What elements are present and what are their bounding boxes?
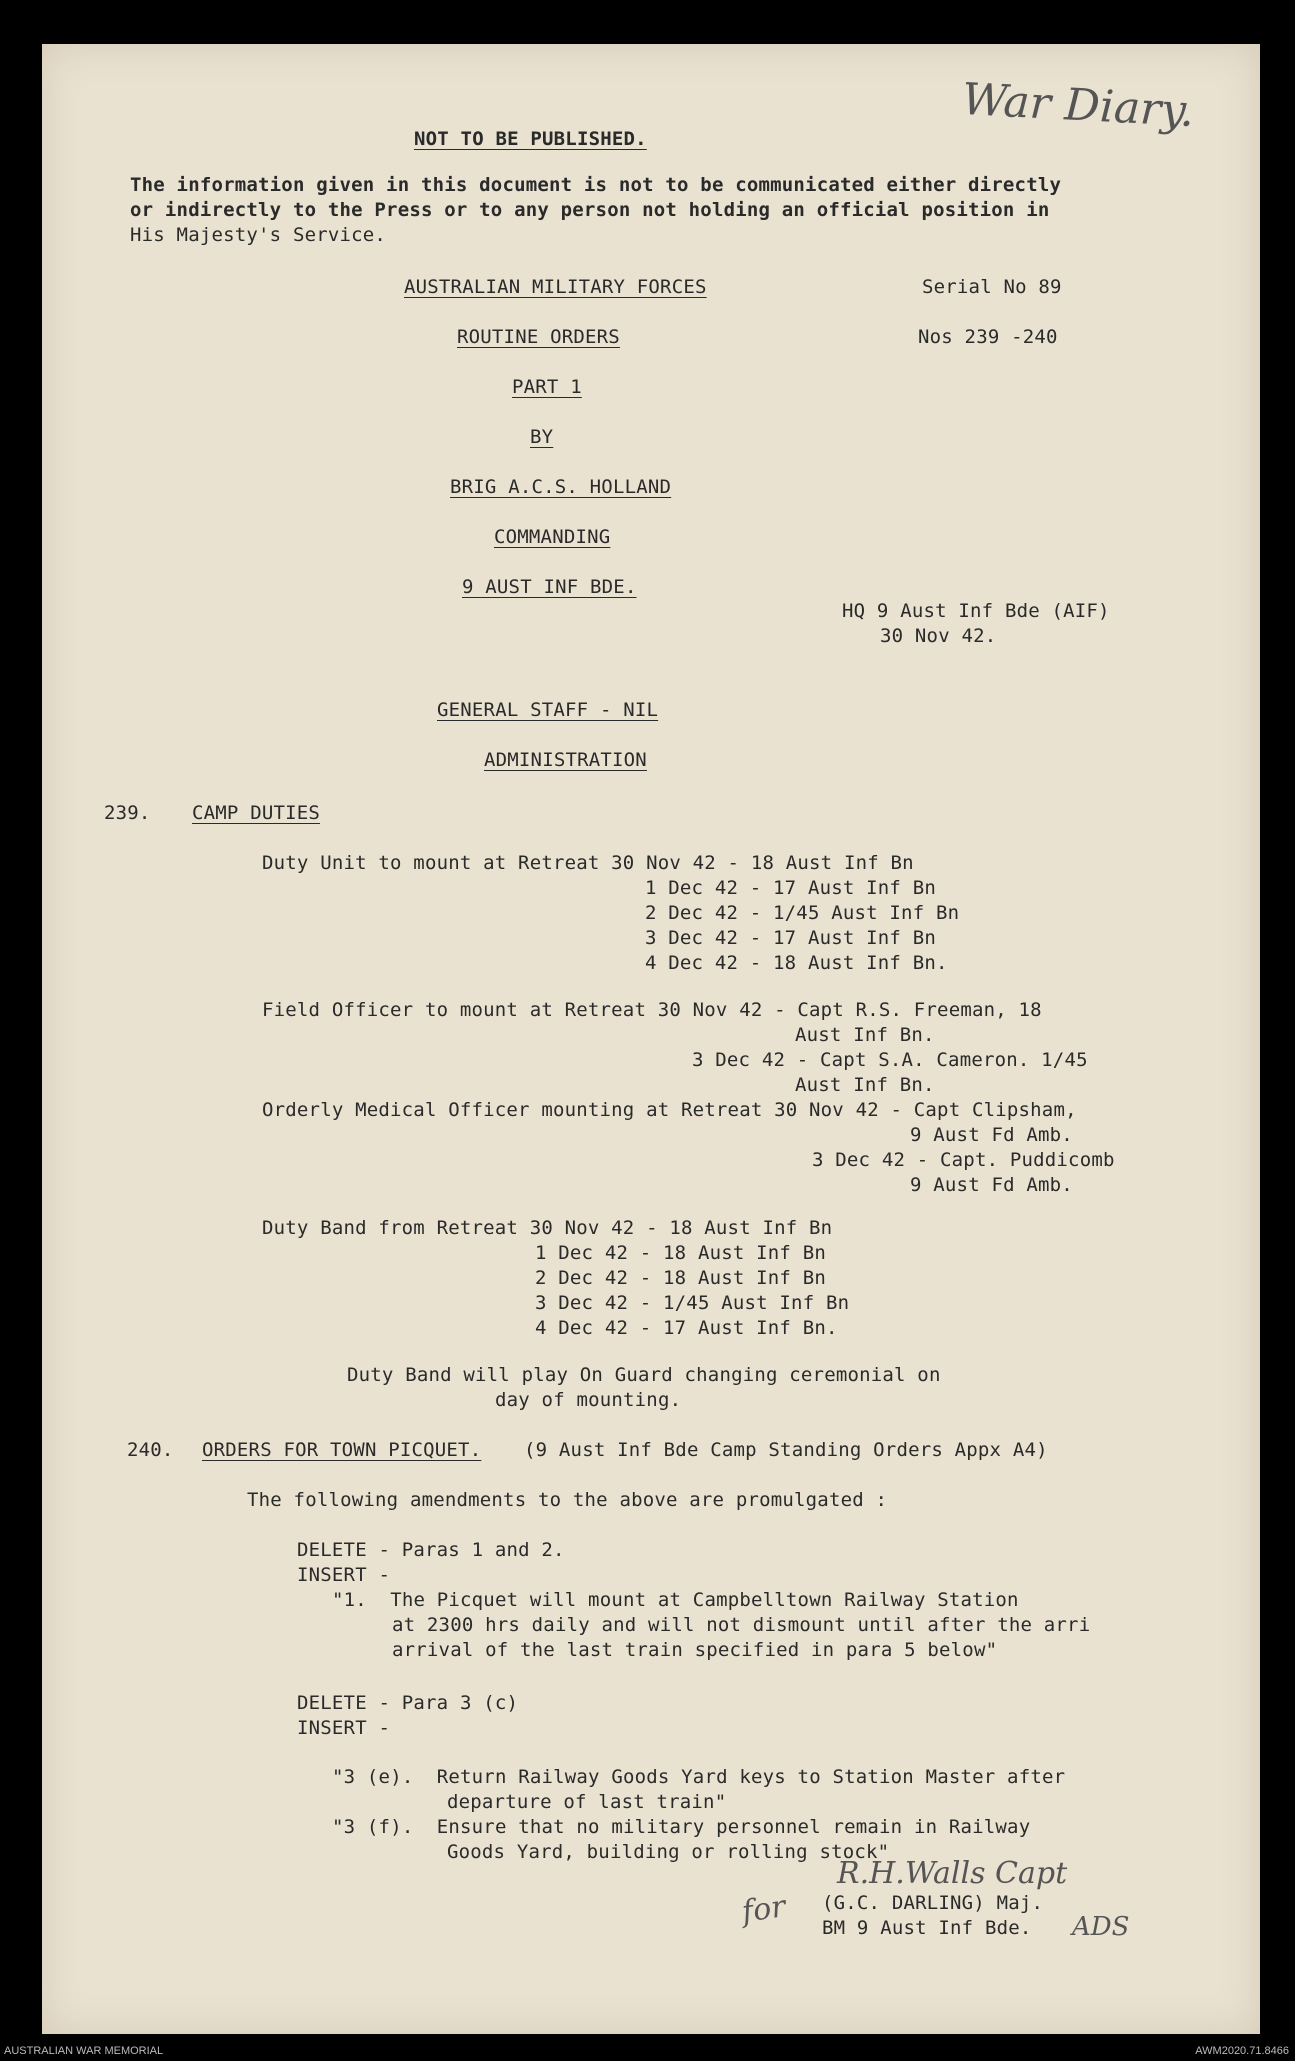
duty-unit-line: 4 Dec 42 - 18 Aust Inf Bn.: [645, 952, 948, 974]
medical-officer-line: 9 Aust Fd Amb.: [910, 1124, 1073, 1146]
insert-label: INSERT -: [297, 1564, 391, 1586]
brigade-heading: 9 AUST INF BDE.: [462, 576, 637, 598]
notice-line-3: His Majesty's Service.: [130, 224, 387, 246]
para-1-line: at 2300 hrs daily and will not dismount until after the arri: [392, 1614, 1091, 1636]
part-heading: PART 1: [512, 376, 582, 398]
para-3f-line: Goods Yard, building or rolling stock": [447, 1841, 890, 1863]
duty-band-line: 3 Dec 42 - 1/45 Aust Inf Bn: [535, 1292, 850, 1314]
amendments-intro: The following amendments to the above are promulgated :: [247, 1489, 888, 1511]
order-240-heading: ORDERS FOR TOWN PICQUET.: [202, 1439, 482, 1461]
para-1-line: "1. The Picquet will mount at Campbelltown Railway Station: [332, 1589, 1019, 1611]
duty-unit-line: 2 Dec 42 - 1/45 Aust Inf Bn: [645, 902, 960, 924]
issue-date: 30 Nov 42.: [880, 625, 997, 647]
notice-line-2: or indirectly to the Press or to any person not holding an official position in: [130, 199, 1050, 221]
band-note-line: Duty Band will play On Guard changing ceremonial on: [347, 1364, 941, 1386]
para-3e-line: "3 (e). Return Railway Goods Yard keys to Station Master after: [332, 1766, 1066, 1788]
band-note-line: day of mounting.: [495, 1389, 682, 1411]
field-officer-line: Field Officer to mount at Retreat 30 Nov 42 - Capt R.S. Freeman, 18: [262, 999, 1042, 1021]
archive-reference: AWM2020.71.8466: [1195, 2045, 1289, 2057]
field-officer-line: Aust Inf Bn.: [795, 1074, 935, 1096]
field-officer-line: 3 Dec 42 - Capt S.A. Cameron. 1/45: [692, 1049, 1088, 1071]
serial-number: Serial No 89: [922, 276, 1062, 298]
general-staff-heading: GENERAL STAFF - NIL: [437, 699, 659, 721]
by-heading: BY: [530, 426, 554, 448]
archive-credit: AUSTRALIAN WAR MEMORIAL: [4, 2045, 164, 2057]
para-3e-line: departure of last train": [447, 1791, 727, 1813]
field-officer-line: Aust Inf Bn.: [795, 1024, 935, 1046]
para-3f-line: "3 (f). Ensure that no military personnel remain in Railway: [332, 1816, 1031, 1838]
signatory-name: (G.C. DARLING) Maj.: [822, 1892, 1044, 1914]
medical-officer-line: 3 Dec 42 - Capt. Puddicomb: [812, 1149, 1115, 1171]
order-240-reference: (9 Aust Inf Bde Camp Standing Orders Appx A4): [524, 1439, 1048, 1461]
handwritten-signature: R.H.Walls Capt: [837, 1856, 1068, 1891]
order-numbers: Nos 239 -240: [918, 326, 1058, 348]
duty-band-line: Duty Band from Retreat 30 Nov 42 - 18 Aust Inf Bn: [262, 1217, 833, 1239]
signatory-title: BM 9 Aust Inf Bde.: [822, 1917, 1032, 1939]
duty-band-line: 4 Dec 42 - 17 Aust Inf Bn.: [535, 1317, 838, 1339]
handwritten-initials: ADS: [1072, 1912, 1130, 1942]
insert-label: INSERT -: [297, 1717, 391, 1739]
hq-location: HQ 9 Aust Inf Bde (AIF): [842, 600, 1110, 622]
duty-unit-line: 3 Dec 42 - 17 Aust Inf Bn: [645, 927, 936, 949]
medical-officer-line: 9 Aust Fd Amb.: [910, 1174, 1073, 1196]
commanding-heading: COMMANDING: [494, 526, 611, 548]
page-title: NOT TO BE PUBLISHED.: [414, 128, 647, 150]
brigadier-name: BRIG A.C.S. HOLLAND: [450, 476, 672, 498]
handwritten-war-diary: War Diary.: [960, 73, 1196, 138]
duty-unit-line: Duty Unit to mount at Retreat 30 Nov 42 - 18 Aust Inf Bn: [262, 852, 914, 874]
order-240-number: 240.: [127, 1439, 174, 1461]
order-239-number: 239.: [104, 802, 151, 824]
routine-orders-heading: ROUTINE ORDERS: [457, 326, 620, 348]
para-1-line: arrival of the last train specified in para 5 below": [392, 1639, 998, 1661]
administration-heading: ADMINISTRATION: [484, 749, 647, 771]
duty-unit-line: 1 Dec 42 - 17 Aust Inf Bn: [645, 877, 936, 899]
delete-paras: DELETE - Paras 1 and 2.: [297, 1539, 565, 1561]
signature-for: for: [739, 1889, 788, 1930]
delete-para-3: DELETE - Para 3 (c): [297, 1692, 519, 1714]
forces-heading: AUSTRALIAN MILITARY FORCES: [404, 276, 707, 298]
duty-band-line: 1 Dec 42 - 18 Aust Inf Bn: [535, 1242, 826, 1264]
notice-line-1: The information given in this document is not to be communicated either directly: [130, 174, 1062, 196]
duty-band-line: 2 Dec 42 - 18 Aust Inf Bn: [535, 1267, 826, 1289]
order-239-heading: CAMP DUTIES: [192, 802, 321, 824]
medical-officer-line: Orderly Medical Officer mounting at Retreat 30 Nov 42 - Capt Clipsham,: [262, 1099, 1077, 1121]
document-page: [42, 44, 1260, 2034]
